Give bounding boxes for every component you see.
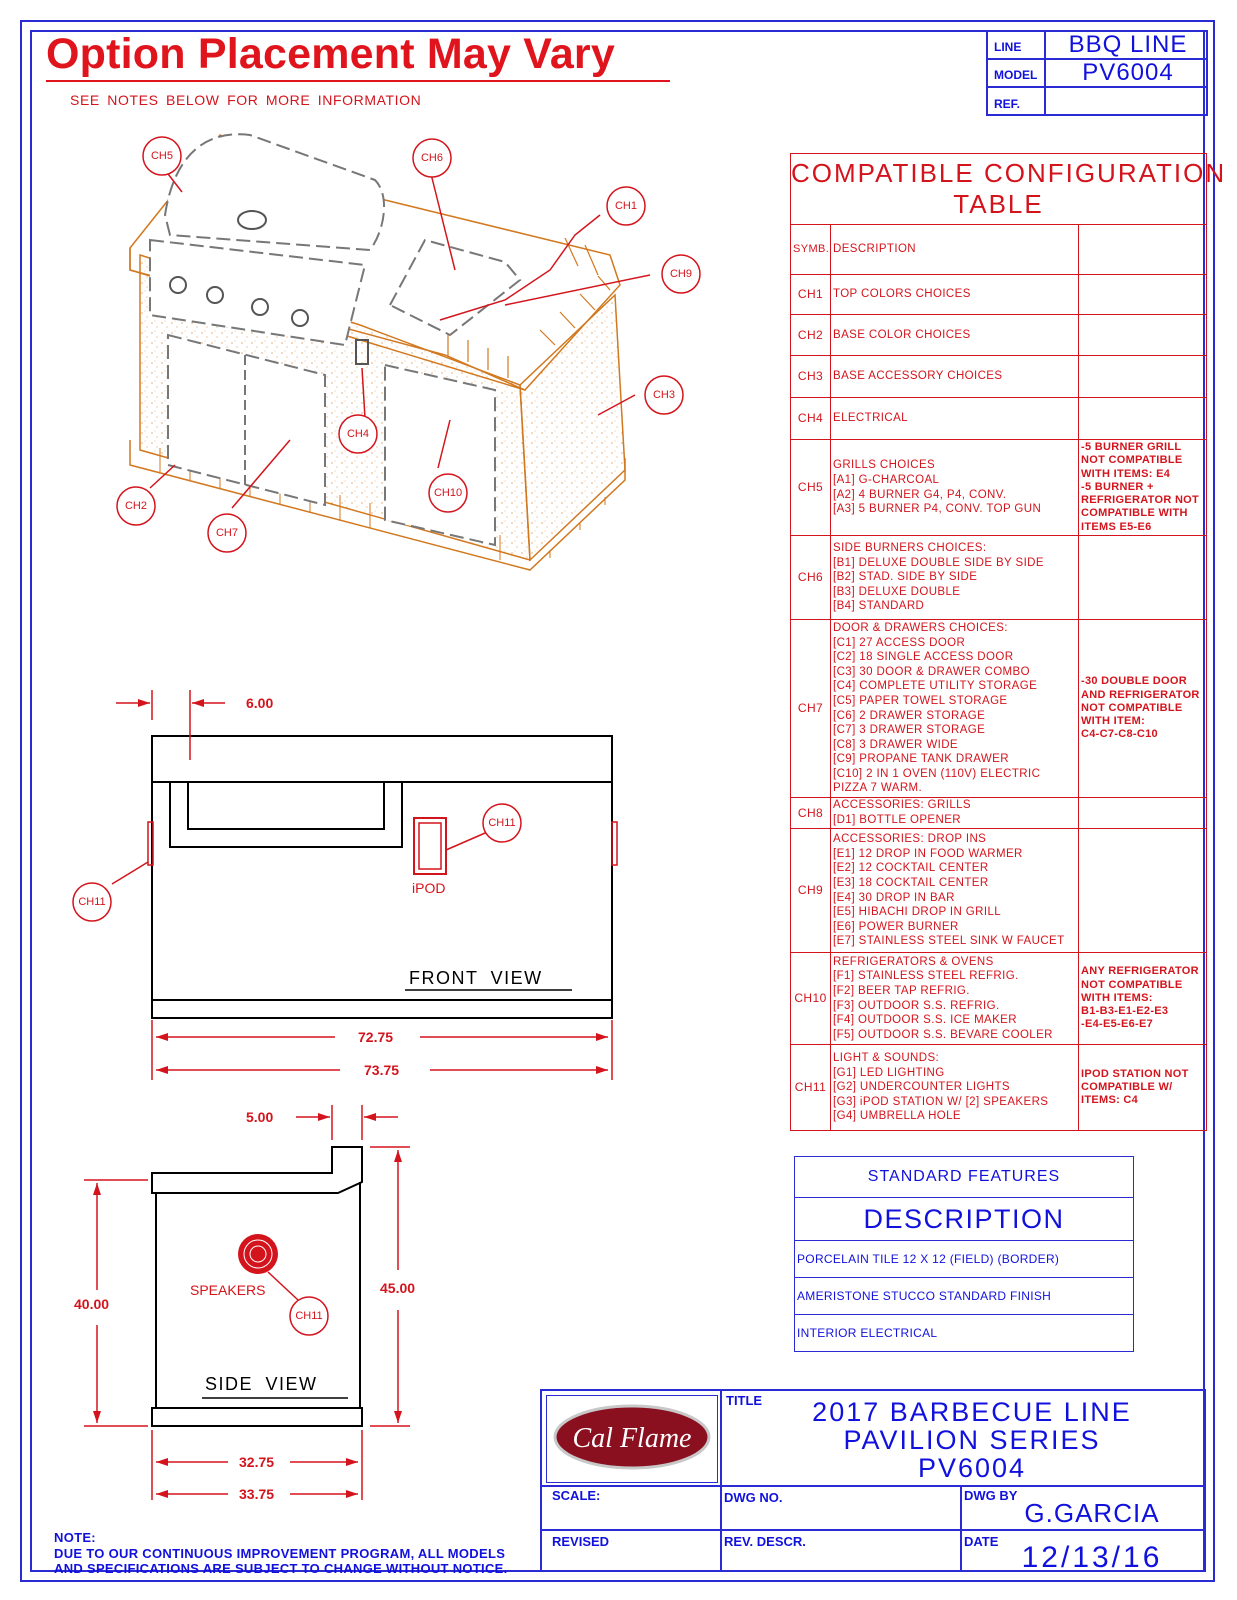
side-dim-top: 5.00 [246,1109,274,1125]
table-row: CH6 SIDE BURNERS CHOICES: [B1] DELUXE DOUBLE SIDE BY SIDE [B2] STAD. SIDE BY SIDE [B3] DELUXE DOUBLE [B4] STANDARD [791,536,1207,620]
side-view-label: SIDE VIEW [205,1374,318,1394]
table-row: CH7 DOOR & DRAWERS CHOICES: [C1] 27 ACCESS DOOR [C2] 18 SINGLE ACCESS DOOR [C3] 30 DOOR & DRAWER COMBO [C4] COMPLETE UTILITY STORAGE [C5] PAPER TOWEL STORAGE [C6] 2 DRAWER STORAGE [C7] 3 DRAWER STORAGE [C8] 3 DRAWER WIDE [C9] PROPANE TANK DRAWER [C10] 2 IN 1 OVEN (110V) ELECTRIC PIZZA 7 WARM. -30 DOUBLE DOOR AND REFRIGERATOR NOT COMPATIBLE WITH ITEM: C4-C7-C8-C10 [791,620,1207,798]
callout-ch3: CH3 [652,389,675,401]
table-row: CH3 BASE ACCESSORY CHOICES [791,356,1207,398]
model-value: PV6004 [1082,59,1174,86]
side-dim-inner: 32.75 [239,1454,275,1470]
callout-ch1: CH1 [614,200,637,212]
config-table-title: COMPATIBLE CONFIGURATION TABLE [791,154,1207,225]
side-dim-right: 45.00 [380,1280,416,1296]
header-sym: SYMB. [791,225,831,275]
speaker-icon [238,1234,278,1274]
logo-text: Cal Flame [572,1423,692,1454]
callout-ch11-side: CH11 [295,1310,323,1322]
disclaimer-note [54,1530,508,1577]
title-label: TITLE [726,1393,763,1408]
callout-ch11-left: CH11 [78,896,106,908]
ref-label: REF. [994,97,1021,111]
table-row: CH4 ELECTRICAL [791,398,1207,440]
front-dim-inner: 72.75 [358,1029,394,1045]
callout-ch2: CH2 [124,500,147,512]
side-dim-left: 40.00 [74,1296,110,1312]
standard-features-subtitle: DESCRIPTION [795,1198,1134,1241]
title-line-1: 2017 BARBECUE LINE [812,1397,1132,1427]
list-item: AMERISTONE STUCCO STANDARD FINISH [795,1278,1134,1315]
standard-features-title: STANDARD FEATURES [795,1157,1134,1198]
date-value: 12/13/16 [1021,1541,1163,1574]
table-row: CH1 TOP COLORS CHOICES [791,275,1207,315]
side-dim-outer: 33.75 [239,1486,275,1502]
header-desc: DESCRIPTION [831,225,1079,275]
isometric-island [130,134,625,570]
callout-ch4: CH4 [346,428,369,440]
config-table [790,153,1227,1131]
callout-ch5: CH5 [150,150,173,162]
config-table-title-row [791,154,1207,225]
front-dim-outer: 73.75 [364,1062,400,1078]
cal-flame-logo [552,1403,712,1471]
dwg-no-label: DWG NO. [724,1490,783,1505]
line-label: LINE [994,40,1022,54]
table-row: CH10 REFRIGERATORS & OVENS [F1] STAINLESS STEEL REFRIG. [F2] BEER TAP REFRIG. [F3] OUTDOOR S.S. REFRIG. [F4] OUTDOOR S.S. ICE MAKER [F5] OUTDOOR S.S. BEVARE COOLER ANY REFRIGERATOR NOT COMPATIBLE WITH ITEMS: B1-B3-E1-E2-E3 -E4-E5-E6-E7 [791,953,1207,1045]
scale-label: SCALE: [552,1488,601,1503]
title-block [540,1389,1206,1572]
revised-label: REVISED [552,1534,610,1549]
callout-ch10: CH10 [433,487,463,499]
speakers-label: SPEAKERS [190,1282,266,1298]
callout-ch6: CH6 [420,152,443,164]
callout-ch11-front: CH11 [488,817,516,829]
table-row: CH5 GRILLS CHOICES [A1] G-CHARCOAL [A2] 4 BURNER G4, P4, CONV. [A3] 5 BURNER P4, CONV. TOP GUN -5 BURNER GRILL NOT COMPATIBLE WITH ITEMS: E4 -5 BURNER + REFRIGERATOR NOT COMPATIBLE WITH ITEMS E5-E6 [791,440,1207,536]
date-label: DATE [964,1534,999,1549]
page-subtitle: SEE NOTES BELOW FOR MORE INFORMATION [70,92,422,108]
list-item: INTERIOR ELECTRICAL [795,1315,1134,1352]
front-dim-top: 6.00 [246,695,274,711]
front-view-drawing [152,736,612,1018]
ipod-label: iPOD [412,880,446,896]
line-value: BBQ LINE [1068,31,1188,58]
list-item: PORCELAIN TILE 12 X 12 (FIELD) (BORDER) [795,1241,1134,1278]
callout-ch7: CH7 [215,527,238,539]
note-line-1: DUE TO OUR CONTINUOUS IMPROVEMENT PROGRAM, ALL MODELS [54,1545,506,1561]
model-label: MODEL [994,68,1038,82]
callout-ch9: CH9 [669,268,692,280]
table-row: CH8 ACCESSORIES: GRILLS [D1] BOTTLE OPENER [791,798,1207,829]
standard-features-table [794,1156,1134,1352]
page-title: Option Placement May Vary [46,30,615,78]
rev-descr-label: REV. DESCR. [724,1534,806,1549]
front-view-label: FRONT VIEW [409,968,543,988]
config-table-header [791,225,1207,275]
dwg-by-value: G.GARCIA [1024,1498,1160,1528]
title-line-3: PV6004 [917,1453,1027,1483]
note-label: NOTE: [54,1530,96,1545]
table-row: CH9 ACCESSORIES: DROP INS [E1] 12 DROP IN FOOD WARMER [E2] 12 COCKTAIL CENTER [E3] 18 COCKTAIL CENTER [E4] 30 DROP IN BAR [E5] HIBACHI DROP IN GRILL [E6] POWER BURNER [E7] STAINLESS STEEL SINK W FAUCET [791,829,1207,953]
table-row: CH2 BASE COLOR CHOICES [791,315,1207,356]
title-line-2: PAVILION SERIES [843,1425,1101,1455]
note-line-2: AND SPECIFICATIONS ARE SUBJECT TO CHANGE WITHOUT NOTICE. [54,1561,508,1576]
dwg-by-label: DWG BY [964,1488,1018,1503]
table-row: CH11 LIGHT & SOUNDS: [G1] LED LIGHTING [G2] UNDERCOUNTER LIGHTS [G3] iPOD STATION W/ [2] SPEAKERS [G4] UMBRELLA HOLE IPOD STATION NOT COMPATIBLE W/ ITEMS: C4 [791,1045,1207,1131]
